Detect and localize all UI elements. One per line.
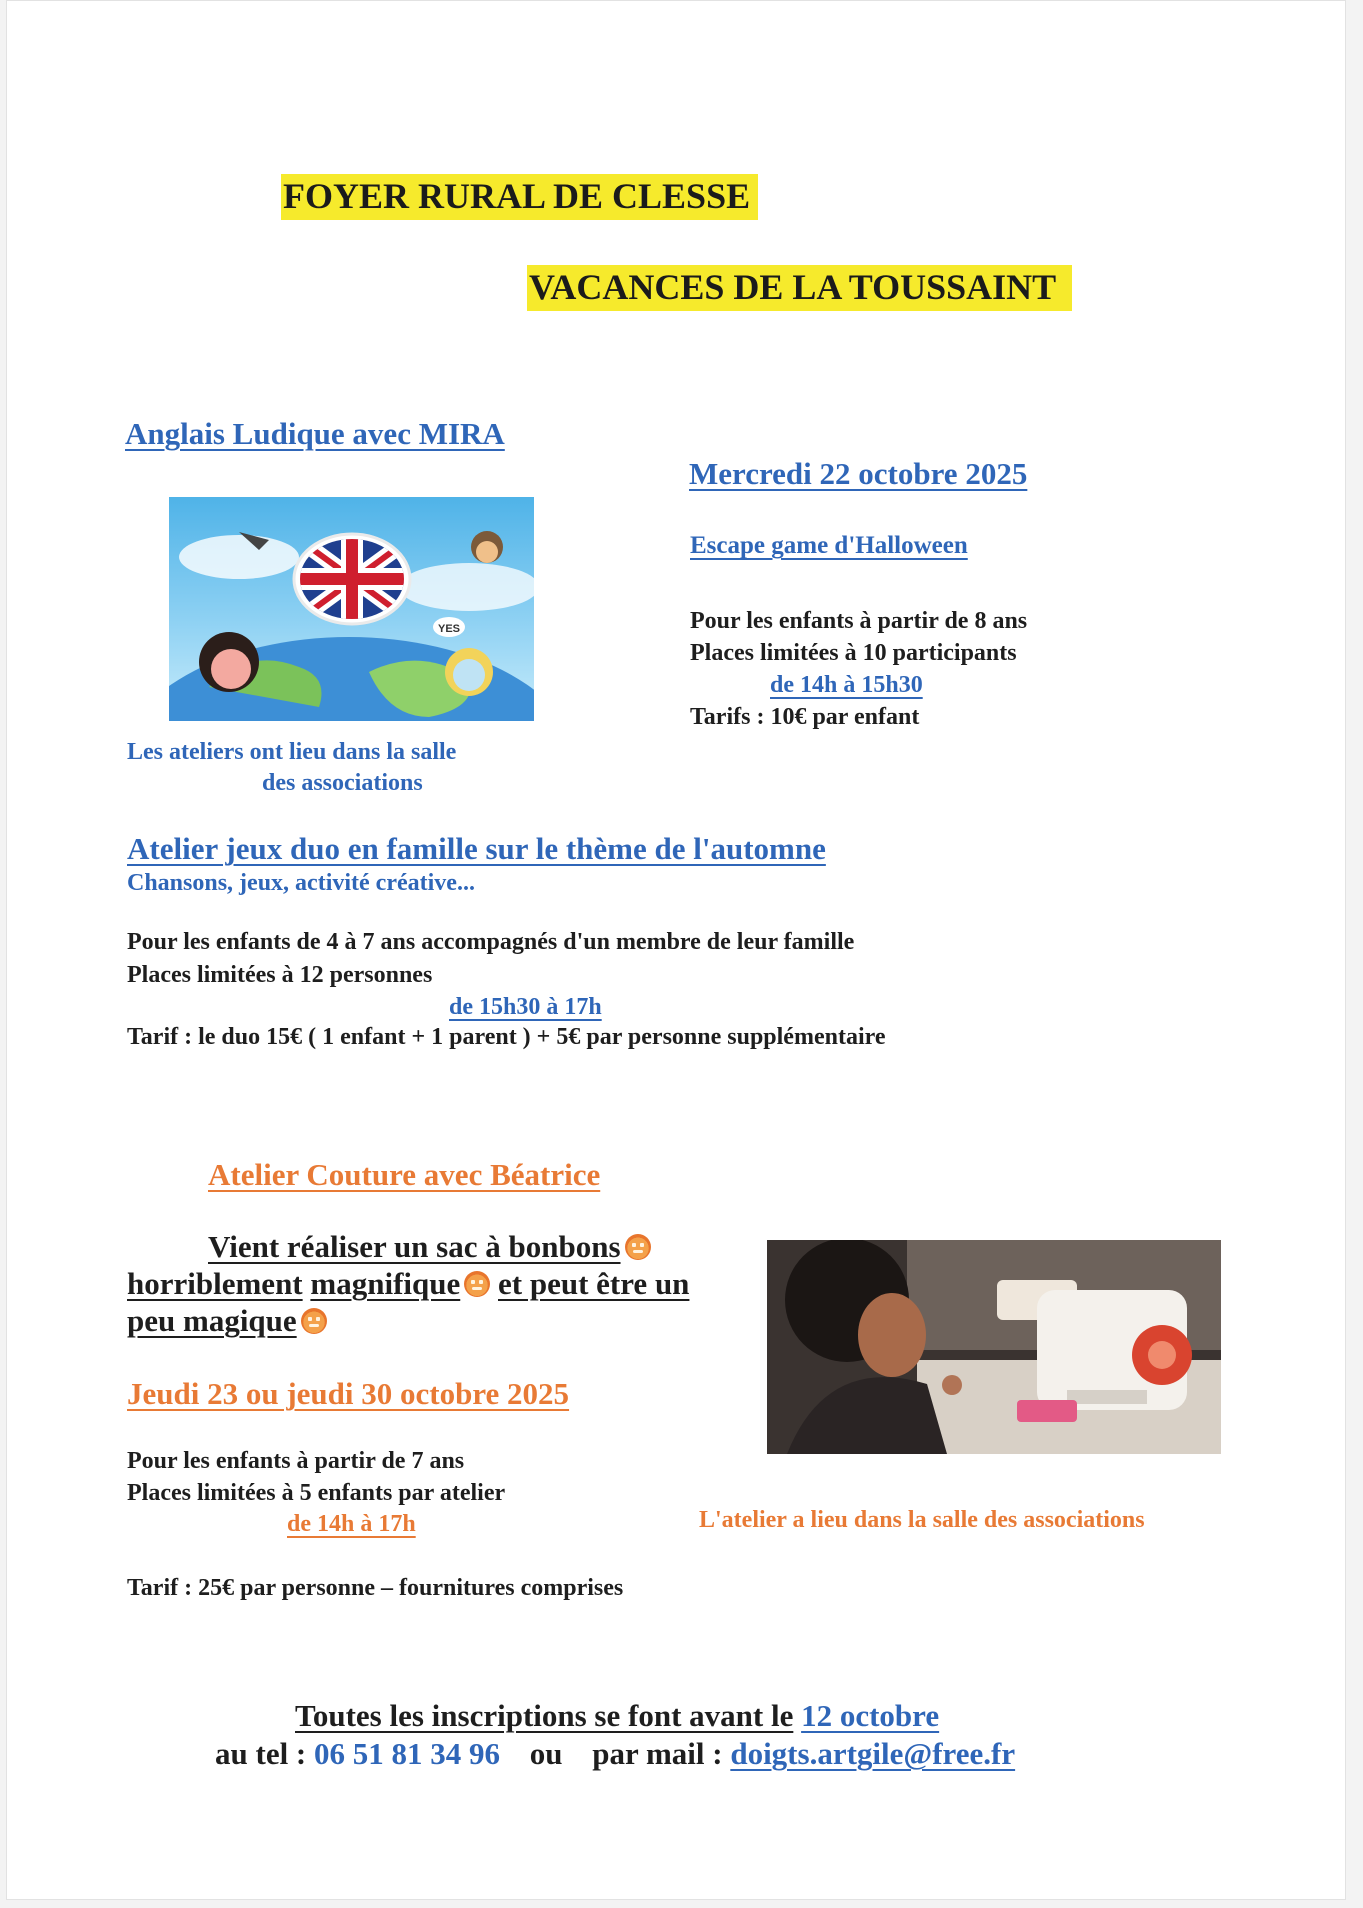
sewing-desc-1: Vient réaliser un sac à bonbons [208,1229,621,1264]
sewing-location: L'atelier a lieu dans la salle des associations [699,1507,1145,1533]
phone-number[interactable]: 06 51 81 34 96 [314,1736,501,1771]
halloween-date: Mercredi 22 octobre 2025 [689,456,1028,491]
pumpkin-icon [301,1308,327,1334]
sewing-dates: Jeudi 23 ou jeudi 30 octobre 2025 [127,1376,570,1411]
event-title: VACANCES DE LA TOUSSAINT [527,266,1072,308]
english-location-line1: Les ateliers ont lieu dans la salle [127,739,457,765]
family-time: de 15h30 à 17h [449,994,602,1020]
or-text: ou [529,1736,563,1771]
sewing-desc-2b: magnifique [310,1266,461,1301]
sewing-desc-line3 [127,1303,327,1339]
halloween-age: Pour les enfants à partir de 8 ans [690,608,1028,634]
globe-icon [169,497,534,721]
sewing-age: Pour les enfants à partir de 7 ans [127,1448,465,1474]
email-link[interactable]: doigts.artgile@free.fr [730,1736,1016,1771]
sewing-title: Atelier Couture avec Béatrice [208,1157,601,1192]
halloween-price: Tarifs : 10€ par enfant [690,704,920,730]
family-subtitle: Chansons, jeux, activité créative... [127,870,475,896]
yes-bubble-text: YES [438,623,461,635]
family-places: Places limitées à 12 personnes [127,962,433,988]
sewing-desc-2a: horriblement [127,1266,303,1301]
sewing-photo-art [767,1240,1221,1454]
english-title: Anglais Ludique avec MIRA [125,416,505,451]
tel-label: au tel : [215,1736,307,1771]
halloween-title: Escape game d'Halloween [690,532,968,559]
sewing-desc-line1 [208,1229,651,1265]
sewing-desc-3: peu magique [127,1303,297,1338]
sewing-photo [767,1240,1221,1454]
contact-line [215,1736,1015,1772]
uk-flag-icon [289,532,419,627]
sewing-desc-2c: et peut être un [498,1266,690,1301]
english-illustration [169,497,534,721]
sewing-desc-line2 [127,1266,689,1302]
sewing-places: Places limitées à 5 enfants par atelier [127,1480,506,1506]
sewing-price: Tarif : 25€ par personne – fournitures comprises [127,1575,624,1601]
family-title: Atelier jeux duo en famille sur le thème de l'automne [127,831,826,866]
mail-label: par mail : [592,1736,723,1771]
org-title: FOYER RURAL DE CLESSE [281,175,758,217]
pumpkin-icon [464,1271,490,1297]
family-age: Pour les enfants de 4 à 7 ans accompagnés d'un membre de leur famille [127,929,855,955]
registration-deadline: 12 octobre [801,1698,940,1733]
halloween-time: de 14h à 15h30 [770,672,923,698]
family-price: Tarif : le duo 15€ ( 1 enfant + 1 parent ) + 5€ par personne supplémentaire [127,1024,886,1050]
pumpkin-icon [625,1234,651,1260]
registration-line [295,1698,939,1734]
english-location-line2: des associations [262,770,423,796]
flyer-page [6,0,1346,1900]
halloween-places: Places limitées à 10 participants [690,640,1017,666]
registration-text: Toutes les inscriptions se font avant le [295,1698,794,1733]
sewing-time: de 14h à 17h [287,1511,416,1537]
